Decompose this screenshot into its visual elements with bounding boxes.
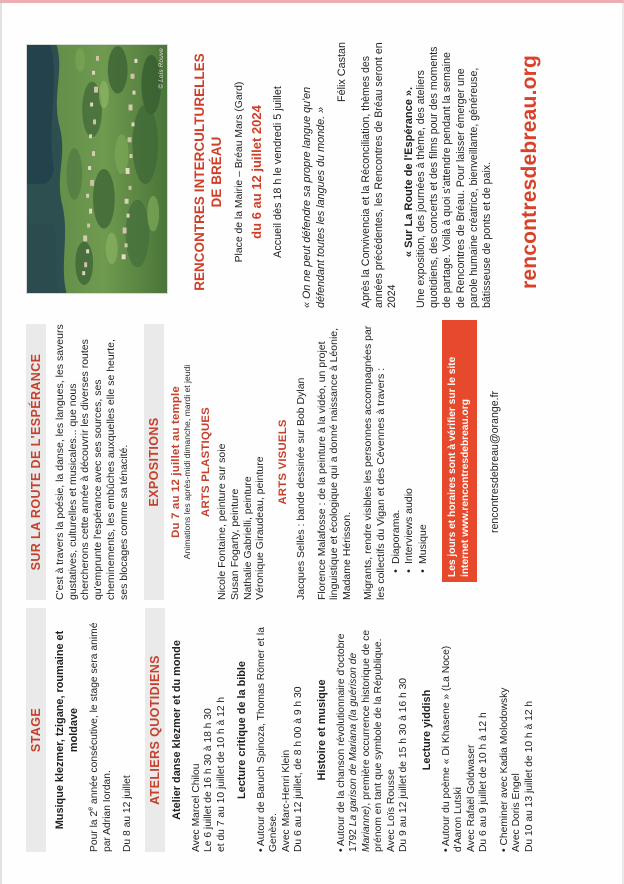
route-esperance-text: C'est à travers la poésie, la danse, les langues, les saveurs gustatives, culturelles et musicales... que nous chercherons cette année à découvrir les diverses routes qu'emprunte l'espérance avec ses sources, ses cheminements, les embûches auxquelles elle se heurte, ses blocages comme sa ténacité. <box>54 324 130 600</box>
lecture-bible-time: Du 6 au 12 juillet, de 8 h 00 à 9 h 30 <box>293 686 305 852</box>
cover-intro-paragraph: Après la Convivencia et la Réconciliation, thèmes des années précédentes, les Rencontres de Bréau seront en 2024 <box>359 42 399 308</box>
histoire-desc-italic: La garison de Mariana (la guérison de Marianne) <box>348 652 372 852</box>
event-dates: du 6 au 12 juillet 2024 <box>248 105 264 239</box>
stage-intro <box>89 608 114 852</box>
quote-text: « On ne peut défendre sa propre langue qu'en défendant toutes les langues du monde. » <box>300 86 327 308</box>
yiddish-item1-animator: Avec Rafaël Goldwaser <box>465 744 477 852</box>
stage-intro-superscript: e <box>87 806 95 811</box>
scan-artifact-left-edge <box>0 0 2 884</box>
stage-dates: Du 8 au 12 juillet <box>122 775 134 852</box>
migrants-text: Migrants, rendre visibles les personnes accompagnées par les collectifs du Vigan et des Cévennes à travers : <box>361 325 387 600</box>
stage-intro-prefix: Pour la 2 <box>89 810 101 852</box>
bullet-icon: • <box>416 569 429 573</box>
stage-title: Musique klezmer, tzigane, roumaine et moldave <box>54 630 80 830</box>
arts-visuels-item-2: Florence Malafosse : de la peinture à la vidéo, un projet linguistique et écologique qui a donné naissance à Léonie, Madame Hérisson. <box>315 327 354 600</box>
list-item <box>390 324 403 600</box>
list-item <box>403 324 416 600</box>
list-item-label: Musique <box>416 524 429 564</box>
list-item-label: Interviews audio <box>403 488 416 564</box>
list-item <box>417 324 430 600</box>
stage-section-header: STAGE <box>26 608 46 852</box>
histoire-desc-prefix: • Autour de la chanson révolutionnaire d'octobre 1792 <box>335 633 360 852</box>
brochure-title-line-1: RENCONTRES INTERCULTURELLES <box>192 53 207 291</box>
atelier-danse-time-1: Le 6 juillet de 16 h 30 à 18 h 30 <box>203 708 215 852</box>
atelier-danse-time-2: et du 7 au 10 juillet de 10 h à 12 h <box>215 696 227 852</box>
scan-artifact-top-edge <box>0 0 624 3</box>
migrants-bullet-list <box>390 324 429 600</box>
cover-theme-line: « Sur La Route de l'Espérance ». <box>403 86 416 258</box>
photo-credit: © Loïs Rouve <box>158 48 165 89</box>
lecture-yiddish-title: Lecture yiddish <box>420 689 433 771</box>
histoire-musique-desc <box>336 608 386 852</box>
artist-item: Nicole Fontaine, peinture sur soie <box>216 443 229 600</box>
histoire-musique-animator: Avec Loïs Rousse <box>385 769 397 852</box>
arts-visuels-item-1: Jacques Sellès : bande dessinée sur Bob Dylan <box>295 377 308 600</box>
yiddish-item2-time: Du 10 au 13 juillet de 10 h à 12 h <box>523 700 535 852</box>
expositions-animations-note: Animations les après-midi dimanche, mardi et jeudi <box>182 364 193 560</box>
yiddish-item2-animator: Avec Doris Engel <box>511 773 523 852</box>
atelier-danse-title: Atelier danse klezmer et du monde <box>170 640 183 820</box>
bullet-icon: • <box>390 569 403 573</box>
artist-item: Nathalie Gabrielli, peinture <box>241 476 254 600</box>
bullet-icon: • <box>403 569 416 573</box>
ateliers-section-header: ATELIERS QUOTIDIENS <box>145 608 165 852</box>
panel-cover <box>26 36 542 308</box>
cover-photo <box>26 44 168 294</box>
panel-stage <box>26 608 536 852</box>
event-location: Place de la Mairie – Bréau Mars (Gard) <box>233 81 245 263</box>
artist-item: Véronique Giraudeau, peinture <box>254 456 267 600</box>
schedule-notice-box: Les jours et horaires sont à vérifier sur le site internet www.rencontresdebreau.org <box>442 320 477 582</box>
stage-intro-suffix: année consécutive, le stage sera animé par Adrian Iordan. <box>89 622 113 852</box>
yiddish-item2-desc: • Cheminer avec Kadia Molodowsky <box>498 687 510 852</box>
artist-item: Susan Fogarty, peinture <box>228 488 241 600</box>
expositions-temple-dates: Du 7 au 12 juillet au temple <box>170 386 183 538</box>
lecture-bible-title: Lecture critique de la bible <box>236 661 249 799</box>
lecture-bible-desc: • Autour de Baruch Spinoza, Thomas Römer et la Genèse. <box>255 627 280 852</box>
arts-visuels-header: ARTS VISUELS <box>277 419 290 505</box>
arts-plastiques-header: ARTS PLASTIQUES <box>200 407 213 517</box>
expositions-header: EXPOSITIONS <box>144 324 164 600</box>
welcome-time: Accueil dès 18 h le vendredi 5 juillet <box>271 86 284 258</box>
quote-author: Félix Castan <box>335 42 348 103</box>
lecture-bible-animator: Avec Marc-Henri Klein <box>280 749 292 852</box>
histoire-musique-time: Du 9 au 12 juillet de 15 h 30 à 16 h 30 <box>398 677 410 852</box>
histoire-desc-suffix: , première occurrence historique de ce prénom en tant que symbole de la République. <box>360 629 385 852</box>
contact-email: rencontresdebreau@orange.fr <box>488 390 501 534</box>
histoire-musique-title: Histoire et musique <box>315 679 328 781</box>
panel-program <box>26 324 501 600</box>
artists-list <box>216 324 267 600</box>
cover-description-paragraph: Une exposition, des journées à thème, des ateliers quotidiens, des concerts et des films pour des moments de partage. Voilà à quoi s'attendre pendant la semaine de Rencontres de Bréau. Pour laisser émerger une parole humaine créatrice, bienveillante, généreuse, bâtisseuse de ponts et de paix. <box>415 46 493 308</box>
route-esperance-header: SUR LA ROUTE DE L'ESPÉRANCE <box>26 324 46 600</box>
atelier-danse-animator: Avec Marcel Chilou <box>190 763 202 852</box>
list-item-label: Diaporama. <box>390 509 403 564</box>
yiddish-item1-time: Du 6 au 9 juillet de 10 h à 12 h <box>478 712 490 852</box>
landscape-photo-illustration <box>27 45 167 293</box>
brochure-title-line-2: DE BRÉAU <box>208 136 224 208</box>
yiddish-item1-desc: • Autour du poème « Di Khasene » (La Noce) d'Aaron Lutski <box>440 645 465 852</box>
website-url: rencontresdebreau.org <box>517 54 541 290</box>
